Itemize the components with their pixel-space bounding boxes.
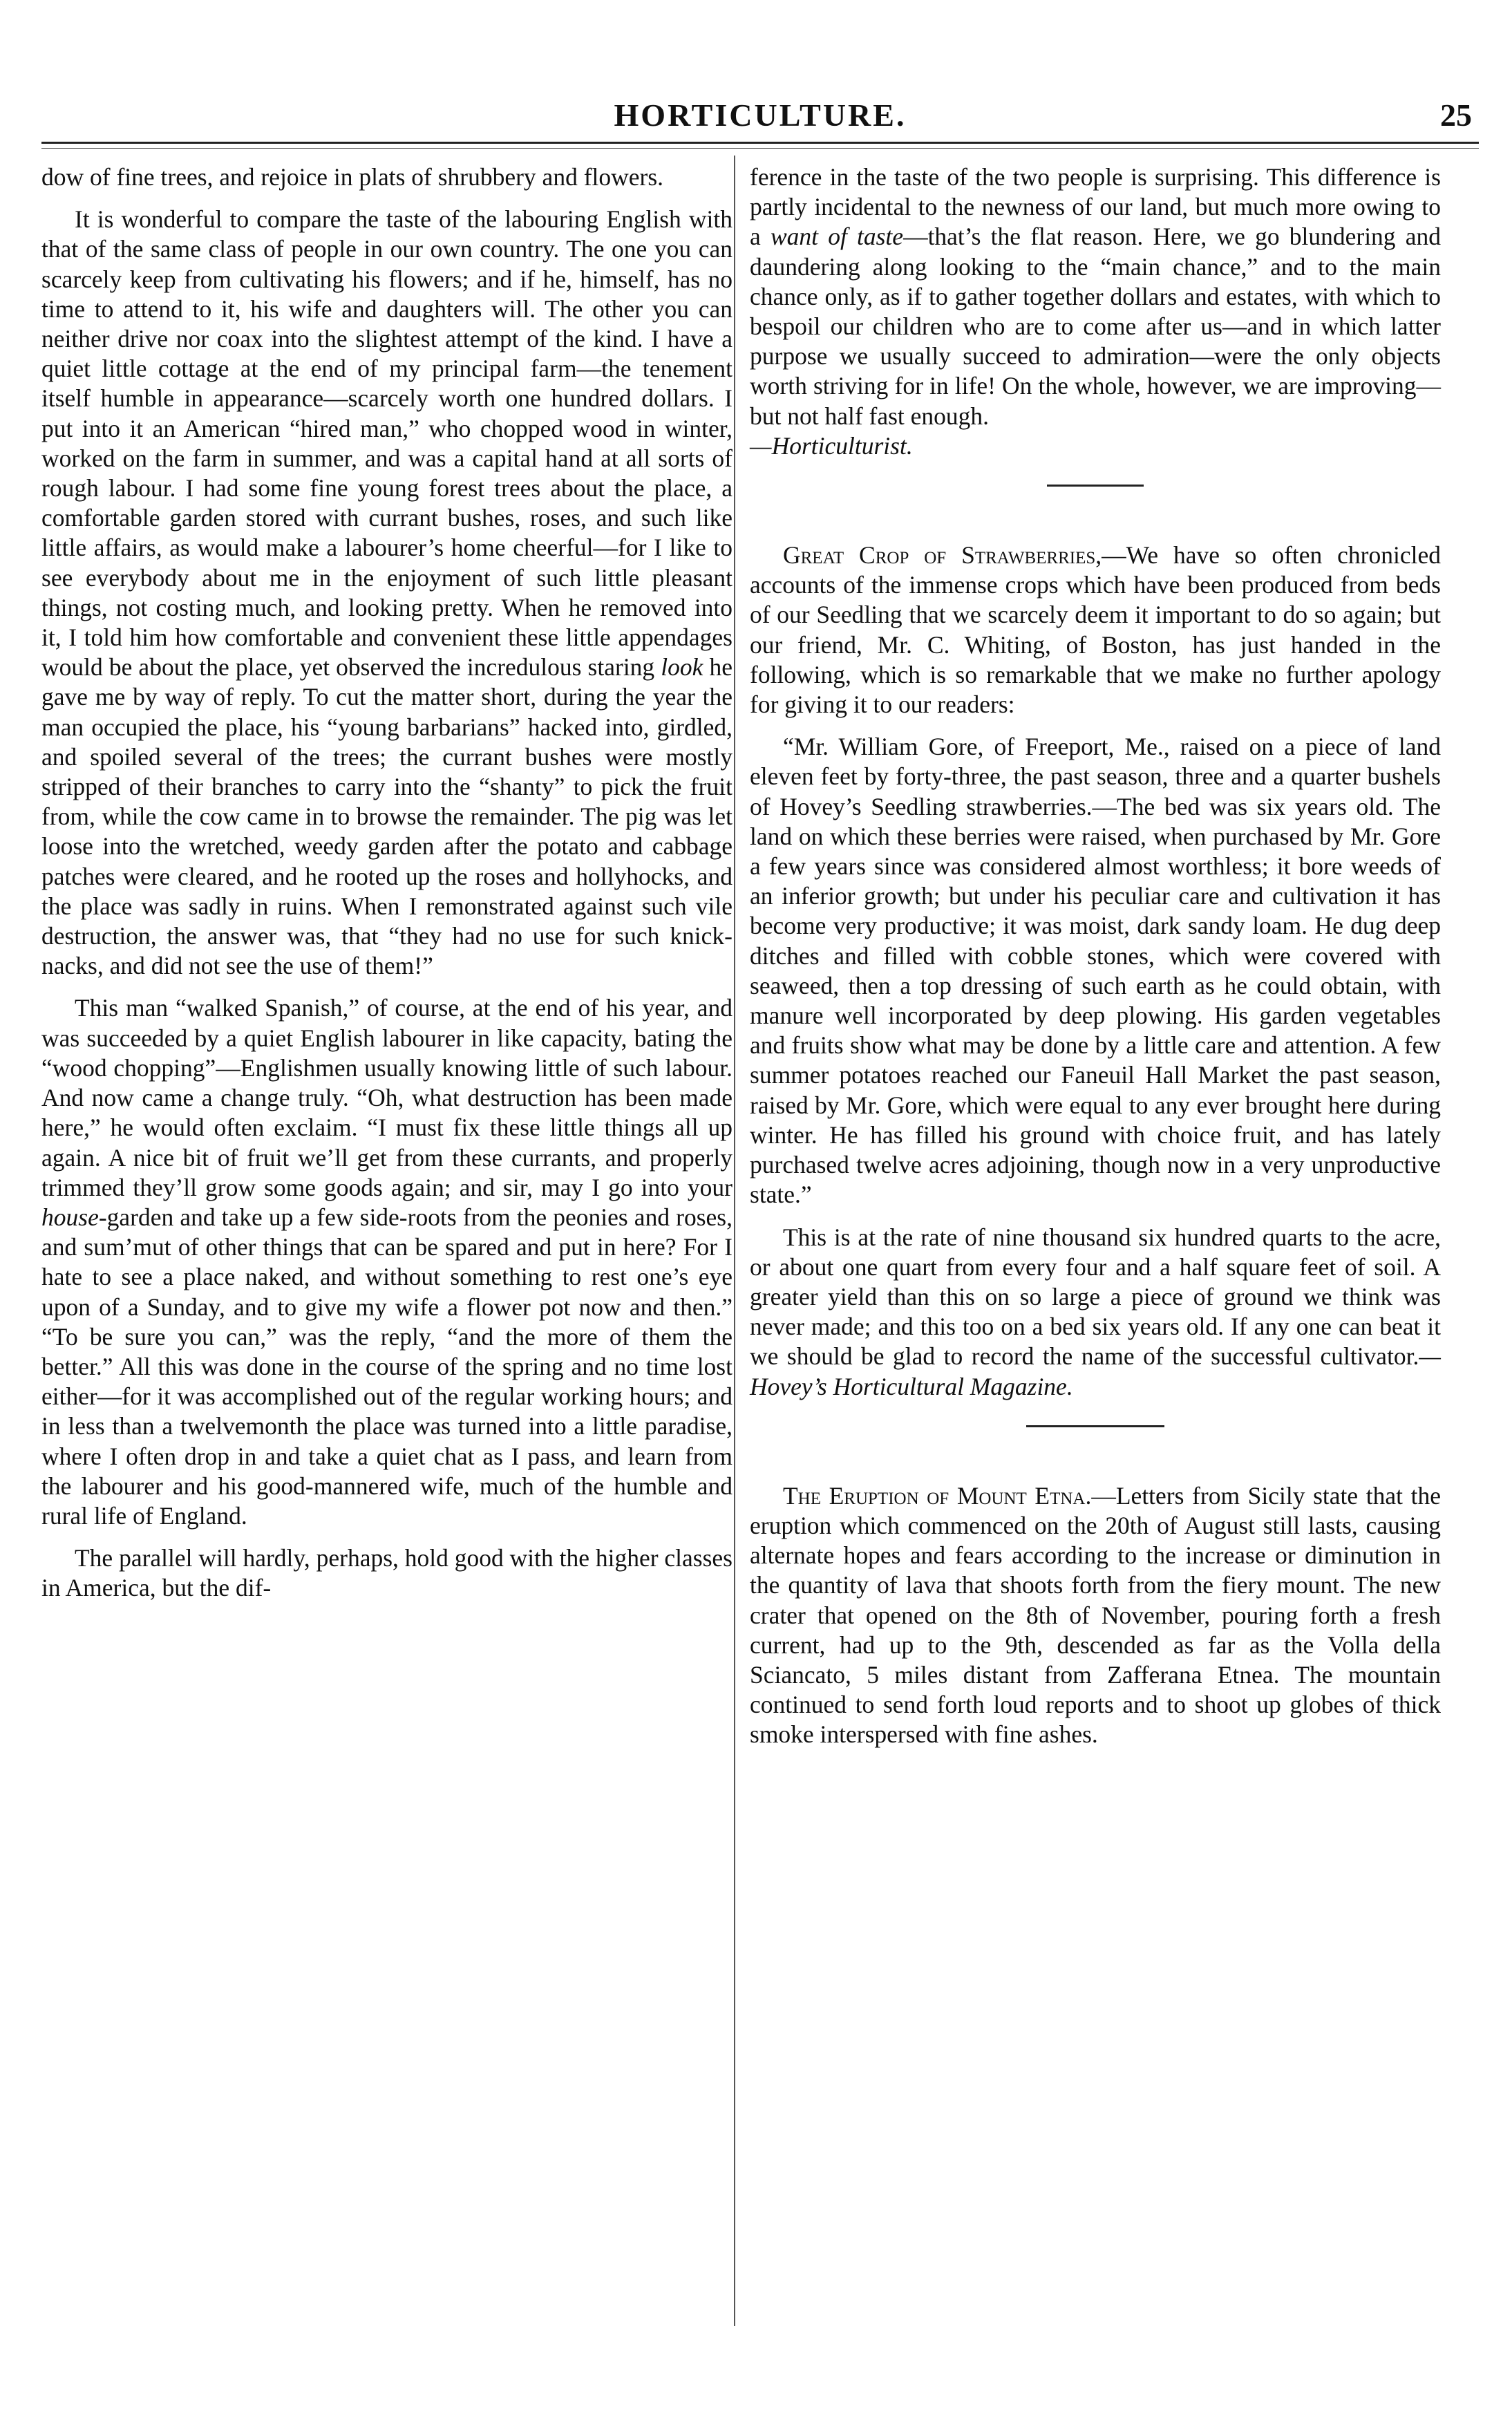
header-rule — [41, 142, 1479, 144]
page-number: 25 — [1440, 97, 1472, 133]
page-header — [41, 97, 1479, 145]
article-strawberries: Great Crop of Strawberries,—We have so often chronicled accounts of the immense crops which have been produced from beds of our Seedling that we scarcely deem it important to do so again; but our friend, Mr. C. Whiting, of Boston, has just handed in the following, which is so remarkable that we make no further apology for giving it to our readers: — [750, 541, 1441, 719]
quotation: “Mr. William Gore, of Freeport, Me., raised on a piece of land eleven feet by forty-three, the past season, three and a quarter bushels of Hovey’s Seedling strawberries.—The bed was six years old. The land on which these berries were raised, when purchased by Mr. Gore a few years since was considered almost worthless; it bore weeds of an inferior growth; but under his peculiar care and cultivation it has become very productive; it was moist, dark sandy loam. He dug deep ditches and filled with cobble stones, which were covered with seaweed, then a top dressing of such earth as he could obtain, with manure well incorporated by deep plowing. His garden vegetables and fruits show what may be done by a little care and attention. A few summer potatoes reached our Faneuil Hall Market the past season, raised by Mr. Gore, which were equal to any ever brought here during winter. He has filled his ground with choice fruit, and has lately purchased twelve acres adjoining, though now in a very unproductive state.” — [750, 733, 1441, 1209]
paragraph: The parallel will hardly, perhaps, hold good with the higher classes in America, but the dif- — [41, 1544, 733, 1602]
article-heading: The Eruption of Mount Etna. — [783, 1481, 1092, 1510]
paragraph: This is at the rate of nine thousand six hundred quarts to the acre, or about one quart from every four and a half square feet of soil. A greater yield than this on so large a piece of ground we think was never made; and this too on a bed six years old. If any one can beat it we should be glad to record the name of the successful cultivator.—Hovey’s Horticultural Magazine. — [750, 1223, 1441, 1400]
paragraph: ference in the taste of the two people is surprising. This difference is partly incidental to the newness of our land, but much more owing to a want of taste—that’s the flat reason. Here, we go blundering and daundering along looking to the “main chance,” and to the main chance only, as if to gather together dollars and estates, with which to bespoil our children who are to come after us—and in which latter purpose we usually succeed to admiration—were the only objects worth striving for in life! On the whole, however, we are improving—but not half fast enough. —Horticulturist. — [750, 163, 1442, 460]
section-separator — [1026, 1425, 1164, 1427]
running-title: HORTICULTURE. — [614, 97, 907, 133]
section-separator — [1047, 485, 1144, 487]
column-divider — [734, 156, 735, 2326]
paragraph: It is wonderful to compare the taste of the labouring English with that of the same class of people in our own country. The one you can scarcely keep from cultivating his flowers; and if he, himself, has no time to attend to it, his wife and daughters will. The other you can neither drive nor coax into the slightest attempt of the kind. I have a quiet little cottage at the end of my principal farm—the tenement itself humble in appearance—scarcely worth one hundred dollars. I put into it an American “hired man,” who chopped wood in winter, worked on the farm in summer, and was a capital hand at all sorts of rough labour. I had some fine young forest trees about the place, a comfortable garden stored with currant bushes, roses, and such like little affairs, as would make a labourer’s home cheerful—for I like to see everybody about me in the enjoyment of such little pleasant things, not costing much, and looking pretty. When he removed into it, I told him how comfortable and convenient these little appendages would be about the place, yet observed the incredulous staring look he gave me by way of reply. To cut the matter short, during the year the man occupied the place, his “young barbarians” hacked into, girdled, and spoiled several of the trees; the currant bushes were mostly stripped of their branches to carry into the “shanty” to pick the fruit from, while the cow came in to browse the remainder. The pig was let loose into the wretched, weedy garden after the potato and cabbage patches were cleared, and he rooted up the roses and hollyhocks, and the place was sadly in ruins. When I remonstrated against such vile destruction, the answer was, that “they had no use for such knick-nacks, and did not see the use of them!” — [41, 205, 733, 980]
paragraph: dow of fine trees, and rejoice in plats of shrubbery and flowers. — [41, 163, 664, 191]
article-heading: Great Crop of Strawberries, — [783, 541, 1102, 570]
article-etna: The Eruption of Mount Etna.—Letters from Sicily state that the eruption which commenced on the 20th of August still lasts, causing alternate hopes and fears according to the increase or diminution in the quantity of lava that shoots forth from the fiery mount. The new crater that opened on the 8th of November, pouring forth a fresh current, had up to the 9th, descended as far as the Volla della Sciancato, 5 miles distant from Zafferana Etnea. The mountain continued to send forth loud reports and to shoot up globes of thick smoke interspersed with fine ashes. — [750, 1481, 1441, 1749]
source-credit: —Horticulturist. — [750, 431, 913, 460]
left-column — [41, 162, 733, 1604]
header-rule-thin — [41, 148, 1479, 149]
source-credit: —Hovey’s Horticultural Magazine. — [750, 1342, 1441, 1400]
paragraph: This man “walked Spanish,” of course, at the end of his year, and was succeeded by a quiet English labourer in like capacity, bating the “wood chopping”—Englishmen usually knowing little of such labour. And now came a change truly. “Oh, what destruction has been made here,” he would often exclaim. “I must fix these little things all up again. A nice bit of fruit we’ll get from these currants, and properly trimmed they’ll grow some goods again; and sir, may I go into your house-garden and take up a few side-roots from the peonies and roses, and sum’mut of other things that can be spared and put in here? For I hate to see a place naked, and without something to rest one’s eye upon of a Sunday, and to give my wife a flower pot now and then.” “To be sure you can,” was the reply, “and the more of them the better.” All this was done in the course of the spring and no time lost either—for it was accomplished out of the regular working hours; and in less than a twelvemonth the place was turned into a little paradise, where I often drop in and take a quiet chat as I pass, and learn from the labourer and his good-mannered wife, much of the humble and rural life of England. — [41, 994, 733, 1530]
right-column — [750, 162, 1441, 1750]
